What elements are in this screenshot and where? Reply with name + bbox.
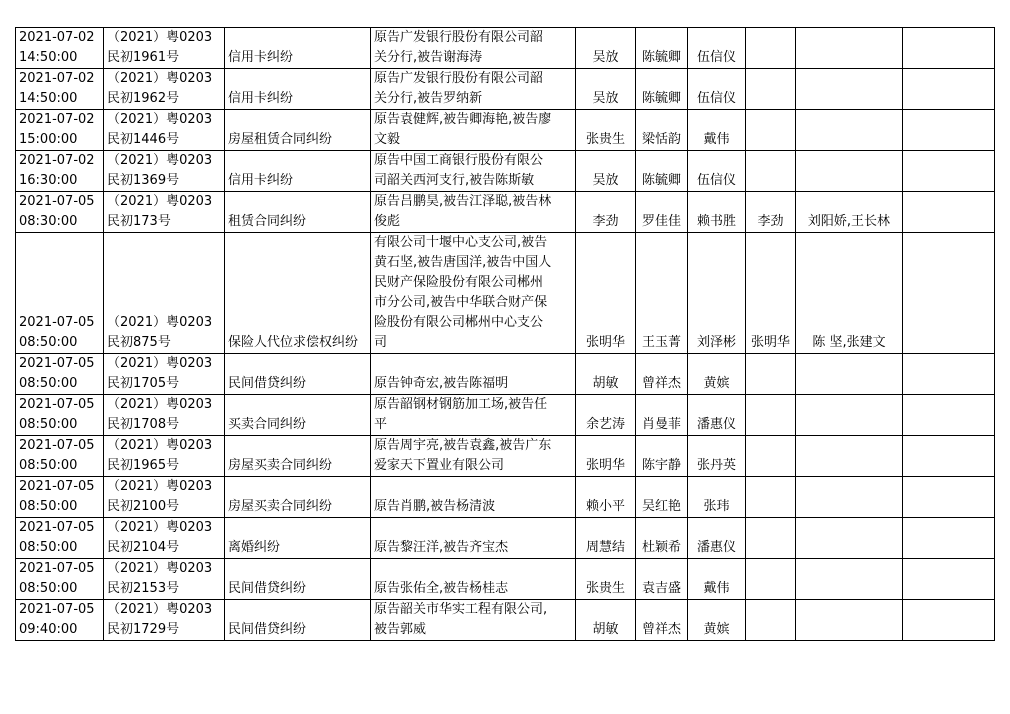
juror-cell: 王玉菁 [636,233,688,354]
hearing-time-cell-line: 2021-07-05 [19,520,95,535]
judge-cell: 张明华 [576,233,636,354]
table-row [16,477,995,518]
extra-judge-cell: 李劲 [746,192,796,233]
parties-cell [371,436,576,477]
clerk-cell: 戴伟 [688,110,746,151]
juror-cell: 袁吉盛 [636,559,688,600]
judge-cell: 周慧结 [576,518,636,559]
case-cause-cell: 民间借贷纠纷 [225,354,371,395]
parties-cell [371,69,576,110]
case-cause-cell: 民间借贷纠纷 [225,600,371,641]
hearing-time-cell-line: 08:50:00 [19,376,78,391]
case-cause-cell: 民间借贷纠纷 [225,559,371,600]
clerk-cell: 黄嫔 [688,354,746,395]
hearing-time-cell [16,28,104,69]
clerk-cell: 刘泽彬 [688,233,746,354]
extra-members-cell [796,559,903,600]
case-number-cell-line: 民初1705号 [107,376,180,391]
case-cause-cell: 信用卡纠纷 [225,69,371,110]
hearing-time-cell-line: 08:50:00 [19,499,78,514]
hearing-time-cell [16,395,104,436]
judge-cell: 李劲 [576,192,636,233]
parties-cell-line: 被告郭威 [374,622,427,637]
hearing-time-cell-line: 14:50:00 [19,91,78,106]
hearing-time-cell-line: 2021-07-02 [19,112,95,127]
clerk-cell: 伍信仪 [688,151,746,192]
hearing-time-cell [16,518,104,559]
table-row [16,354,995,395]
judge-cell: 吴放 [576,69,636,110]
table-row [16,518,995,559]
hearing-time-cell [16,354,104,395]
extra-blank-cell [903,233,995,354]
table-row [16,28,995,69]
hearing-time-cell-line: 2021-07-05 [19,315,95,330]
extra-judge-cell [746,436,796,477]
case-number-cell-line: （2021）粤0203 [107,479,213,494]
parties-cell [371,559,576,600]
extra-judge-cell: 张明华 [746,233,796,354]
clerk-cell: 黄嫔 [688,600,746,641]
juror-cell: 曾祥杰 [636,600,688,641]
extra-blank-cell [903,436,995,477]
case-number-cell-line: （2021）粤0203 [107,438,213,453]
case-number-cell [104,600,225,641]
parties-cell-line: 关分行,被告罗纳新 [374,91,483,106]
parties-cell-line: 司 [374,335,388,350]
parties-cell-line: 平 [374,417,388,432]
juror-cell: 梁恬韵 [636,110,688,151]
table-row [16,110,995,151]
case-number-cell [104,436,225,477]
judge-cell: 胡敏 [576,600,636,641]
case-cause-cell: 离婚纠纷 [225,518,371,559]
extra-members-cell [796,477,903,518]
hearing-time-cell [16,110,104,151]
table-row [16,151,995,192]
case-number-cell [104,69,225,110]
parties-cell-line: 有限公司十堰中心支公司,被告 [374,235,548,250]
case-number-cell [104,110,225,151]
parties-cell-line: 俊彪 [374,214,401,229]
parties-cell-line: 原告黎汪洋,被告齐宝杰 [374,540,509,555]
hearing-time-cell-line: 2021-07-05 [19,602,95,617]
parties-cell-line: 原告肖鹏,被告杨清波 [374,499,496,514]
case-number-cell-line: （2021）粤0203 [107,397,213,412]
extra-members-cell [796,395,903,436]
case-number-cell-line: 民初875号 [107,335,171,350]
clerk-cell: 伍信仪 [688,28,746,69]
hearing-time-cell-line: 2021-07-02 [19,71,95,86]
parties-cell-line: 原告周宇亮,被告袁鑫,被告广东 [374,438,552,453]
extra-blank-cell [903,600,995,641]
hearing-time-cell-line: 2021-07-05 [19,194,95,209]
case-cause-cell: 房屋买卖合同纠纷 [225,477,371,518]
juror-cell: 陈毓卿 [636,28,688,69]
case-number-cell-line: （2021）粤0203 [107,153,213,168]
case-number-cell [104,395,225,436]
parties-cell-line: 爱家天下置业有限公司 [374,458,505,473]
hearing-time-cell-line: 2021-07-05 [19,561,95,576]
judge-cell: 张贵生 [576,559,636,600]
extra-blank-cell [903,192,995,233]
table-row [16,436,995,477]
clerk-cell: 张丹英 [688,436,746,477]
extra-judge-cell [746,110,796,151]
extra-members-cell [796,600,903,641]
extra-judge-cell [746,395,796,436]
case-number-cell-line: （2021）粤0203 [107,356,213,371]
hearing-time-cell-line: 08:30:00 [19,214,78,229]
hearing-time-cell-line: 08:50:00 [19,335,78,350]
clerk-cell: 潘惠仪 [688,518,746,559]
juror-cell: 曾祥杰 [636,354,688,395]
extra-blank-cell [903,559,995,600]
table-row [16,395,995,436]
extra-judge-cell [746,600,796,641]
parties-cell-line: 原告吕鹏昊,被告江泽聪,被告林 [374,194,552,209]
hearing-time-cell-line: 09:40:00 [19,622,78,637]
judge-cell: 余艺涛 [576,395,636,436]
extra-blank-cell [903,477,995,518]
case-number-cell-line: 民初1961号 [107,50,180,65]
clerk-cell: 赖书胜 [688,192,746,233]
hearing-time-cell [16,192,104,233]
parties-cell-line: 原告钟奇宏,被告陈福明 [374,376,509,391]
parties-cell [371,354,576,395]
case-cause-cell: 房屋租赁合同纠纷 [225,110,371,151]
case-cause-cell: 信用卡纠纷 [225,28,371,69]
extra-judge-cell [746,28,796,69]
parties-cell [371,28,576,69]
parties-cell-line: 原告广发银行股份有限公司韶 [374,71,544,86]
case-number-cell-line: 民初1369号 [107,173,180,188]
parties-cell-line: 原告广发银行股份有限公司韶 [374,30,544,45]
extra-members-cell [796,151,903,192]
extra-judge-cell [746,69,796,110]
judge-cell: 赖小平 [576,477,636,518]
hearing-time-cell-line: 2021-07-02 [19,153,95,168]
extra-judge-cell [746,477,796,518]
case-cause-cell: 保险人代位求偿权纠纷 [225,233,371,354]
case-number-cell [104,233,225,354]
case-number-cell [104,354,225,395]
extra-judge-cell [746,151,796,192]
extra-blank-cell [903,518,995,559]
extra-blank-cell [903,354,995,395]
case-number-cell [104,192,225,233]
extra-judge-cell [746,518,796,559]
table-row [16,600,995,641]
hearing-schedule-table [15,27,995,641]
hearing-time-cell [16,233,104,354]
hearing-time-cell [16,559,104,600]
hearing-time-cell-line: 08:50:00 [19,581,78,596]
parties-cell [371,600,576,641]
parties-cell-line: 司韶关西河支行,被告陈斯敏 [374,173,535,188]
case-number-cell-line: （2021）粤0203 [107,30,213,45]
case-number-cell-line: （2021）粤0203 [107,520,213,535]
case-number-cell-line: 民初173号 [107,214,171,229]
extra-blank-cell [903,69,995,110]
judge-cell: 吴放 [576,28,636,69]
parties-cell [371,477,576,518]
case-number-cell-line: （2021）粤0203 [107,315,213,330]
extra-members-cell [796,518,903,559]
extra-blank-cell [903,395,995,436]
extra-judge-cell [746,354,796,395]
clerk-cell: 张玮 [688,477,746,518]
parties-cell [371,518,576,559]
case-cause-cell: 租赁合同纠纷 [225,192,371,233]
hearing-time-cell-line: 08:50:00 [19,458,78,473]
case-cause-cell: 买卖合同纠纷 [225,395,371,436]
hearing-time-cell [16,151,104,192]
judge-cell: 张明华 [576,436,636,477]
juror-cell: 罗佳佳 [636,192,688,233]
judge-cell: 张贵生 [576,110,636,151]
extra-judge-cell [746,559,796,600]
clerk-cell: 潘惠仪 [688,395,746,436]
parties-cell [371,110,576,151]
extra-blank-cell [903,28,995,69]
parties-cell-line: 市分公司,被告中华联合财产保 [374,295,548,310]
parties-cell [371,395,576,436]
extra-members-cell [796,110,903,151]
case-number-cell [104,518,225,559]
hearing-time-cell-line: 2021-07-02 [19,30,95,45]
parties-cell-line: 原告张佑全,被告杨桂志 [374,581,509,596]
extra-members-cell [796,354,903,395]
parties-cell-line: 文毅 [374,132,401,147]
hearing-time-cell-line: 08:50:00 [19,417,78,432]
table-row [16,192,995,233]
case-number-cell-line: 民初2153号 [107,581,180,596]
hearing-time-cell-line: 16:30:00 [19,173,78,188]
judge-cell: 吴放 [576,151,636,192]
case-cause-cell: 信用卡纠纷 [225,151,371,192]
case-number-cell-line: （2021）粤0203 [107,71,213,86]
parties-cell-line: 险股份有限公司郴州中心支公 [374,315,544,330]
clerk-cell: 伍信仪 [688,69,746,110]
parties-cell-line: 关分行,被告谢海涛 [374,50,483,65]
case-cause-cell: 房屋买卖合同纠纷 [225,436,371,477]
hearing-time-cell [16,69,104,110]
extra-blank-cell [903,151,995,192]
case-number-cell [104,477,225,518]
hearing-time-cell-line: 2021-07-05 [19,356,95,371]
case-number-cell-line: （2021）粤0203 [107,194,213,209]
table-row [16,69,995,110]
case-number-cell-line: 民初2104号 [107,540,180,555]
hearing-time-cell-line: 2021-07-05 [19,479,95,494]
case-number-cell [104,151,225,192]
extra-members-cell [796,69,903,110]
parties-cell-line: 原告韶关市华实工程有限公司, [374,602,548,617]
case-number-cell-line: 民初1965号 [107,458,180,473]
hearing-time-cell-line: 2021-07-05 [19,397,95,412]
parties-cell-line: 原告韶钢材钢筋加工场,被告任 [374,397,548,412]
hearing-time-cell-line: 2021-07-05 [19,438,95,453]
case-number-cell-line: 民初1446号 [107,132,180,147]
parties-cell-line: 民财产保险股份有限公司郴州 [374,275,544,290]
parties-cell [371,233,576,354]
extra-members-cell: 刘阳娇,王长林 [796,192,903,233]
judge-cell: 胡敏 [576,354,636,395]
case-number-cell-line: （2021）粤0203 [107,602,213,617]
table-body [16,28,995,641]
parties-cell-line: 原告袁健辉,被告卿海艳,被告廖 [374,112,552,127]
table-row [16,559,995,600]
hearing-time-cell-line: 14:50:00 [19,50,78,65]
hearing-time-cell [16,600,104,641]
clerk-cell: 戴伟 [688,559,746,600]
case-number-cell-line: 民初1962号 [107,91,180,106]
case-number-cell [104,28,225,69]
case-number-cell-line: （2021）粤0203 [107,112,213,127]
table-row [16,233,995,354]
hearing-time-cell-line: 15:00:00 [19,132,78,147]
extra-blank-cell [903,110,995,151]
extra-members-cell [796,436,903,477]
parties-cell [371,151,576,192]
case-number-cell-line: 民初1708号 [107,417,180,432]
parties-cell [371,192,576,233]
juror-cell: 陈毓卿 [636,69,688,110]
case-number-cell-line: （2021）粤0203 [107,561,213,576]
parties-cell-line: 原告中国工商银行股份有限公 [374,153,544,168]
case-number-cell-line: 民初2100号 [107,499,180,514]
juror-cell: 陈宇静 [636,436,688,477]
hearing-time-cell [16,477,104,518]
parties-cell-line: 黄石坚,被告唐国洋,被告中国人 [374,255,552,270]
juror-cell: 陈毓卿 [636,151,688,192]
case-number-cell-line: 民初1729号 [107,622,180,637]
juror-cell: 肖曼菲 [636,395,688,436]
extra-members-cell [796,28,903,69]
juror-cell: 杜颖希 [636,518,688,559]
extra-members-cell: 陈 坚,张建文 [796,233,903,354]
juror-cell: 吴红艳 [636,477,688,518]
hearing-time-cell-line: 08:50:00 [19,540,78,555]
case-number-cell [104,559,225,600]
hearing-time-cell [16,436,104,477]
